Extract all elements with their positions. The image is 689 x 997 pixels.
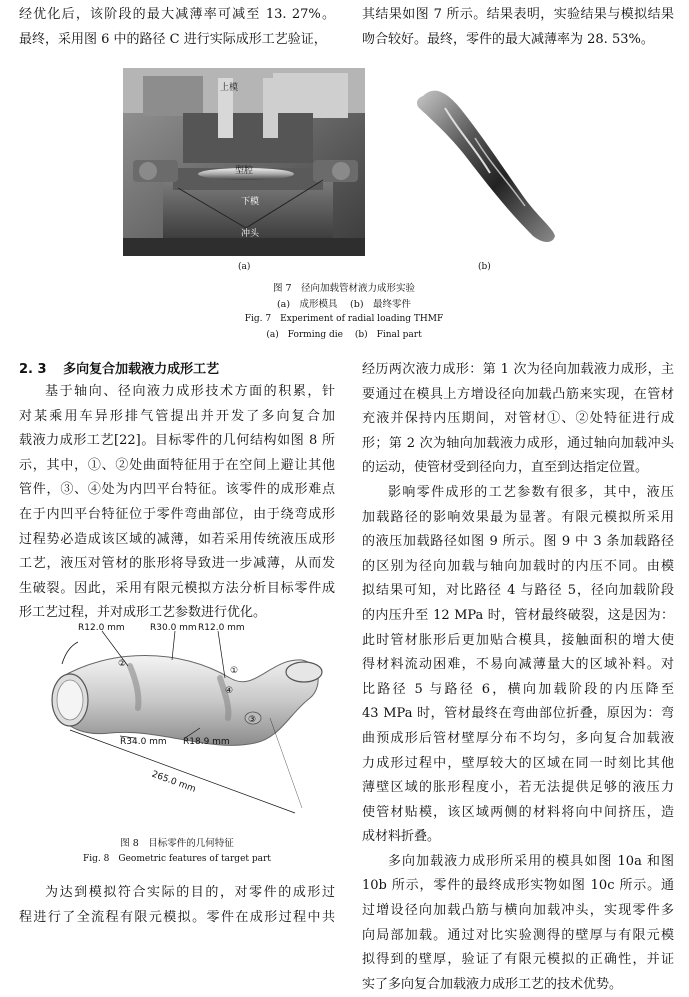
marker-3: ③	[248, 715, 257, 725]
marker-1: ①	[230, 666, 239, 676]
figure7-caption-cn: 图 7 径向加载管材液力成形实验	[272, 283, 416, 294]
punch-label: 冲头	[241, 229, 260, 239]
figure7-final-part	[405, 78, 570, 250]
text-line: 使管材贴模，该区域两侧的材料将向中间挤压，造	[362, 804, 674, 820]
text-line: 的内压升至 12 MPa 时，管材最终破裂，这是因为：	[362, 607, 674, 623]
text-line: 程进行了全流程有限元模拟。零件在成形过程中共	[19, 909, 335, 925]
left-paragraph	[19, 380, 335, 626]
final-part-illustration	[405, 78, 570, 250]
figure7-caption-en: Fig. 7 Experiment of radial loading THMF	[244, 314, 444, 324]
top-right-paragraph	[362, 3, 674, 52]
target-part-drawing	[40, 618, 335, 818]
label-r12-right: R12.0 mm	[198, 623, 245, 633]
text-line: 43 MPa 时，管材最终在弯曲部位折叠，原因为：弯	[362, 706, 674, 722]
text-line: 经优化后，该阶段的最大减薄率可减至 13. 27%。	[19, 7, 335, 22]
text-line: 管件，③、④处为内凹平台特征。该零件的成形难点	[19, 482, 335, 498]
section-number: 2. 3	[19, 362, 47, 377]
text-line: 其结果如图 7 所示。结果表明，实验结果与模拟结果	[362, 7, 674, 22]
text-line: 曲预成形后管材壁厚分布不均匀，多向复合加载液	[362, 730, 674, 746]
figure7-caption-en-sub: (a) Forming die (b) Final part	[266, 329, 422, 340]
marker-2: ②	[118, 659, 127, 669]
section-title: 多向复合加载液力成形工艺	[63, 362, 220, 377]
text-line: 充液并保持内压期间，对管材①、②处特征进行成	[362, 411, 674, 427]
section-heading	[19, 358, 219, 377]
figure7-photo-forming-die	[123, 68, 365, 256]
text-line: 此时管材胀形后更加贴合模具，接触面积的增大使	[362, 632, 674, 648]
text-line: 对某乘用车异形排气管提出并开发了多向复合加	[19, 408, 335, 424]
text-line: 多向加载液力成形所采用的模具如图 10a 和图	[388, 853, 674, 869]
text-line: 加载路径的影响效果最为显著。有限元模拟所采用	[362, 509, 674, 525]
text-line: 过增设径向加载凸筋与横向加载冲头，实现零件多	[362, 903, 674, 919]
text-line: 的液压加载路径如图 9 所示。图 9 中 3 条加载路径	[362, 534, 674, 550]
bottom-left-paragraph	[19, 881, 335, 930]
text-line: 吻合较好。最终，零件的最大减薄率为 28. 53%。	[362, 31, 654, 47]
text-line: 形工艺过程，并对成形工艺参数进行优化。	[19, 605, 267, 621]
figure7-sub-a: (a)	[238, 262, 251, 272]
label-r12-left: R12.0 mm	[78, 623, 125, 633]
upper-die-label: 上模	[220, 83, 239, 93]
text-line: 载液力成形工艺[22]。目标零件的几何结构如图 8 所	[19, 433, 335, 449]
text-line: 的运动，使管材受到径向力，直至到达指定位置。	[362, 460, 649, 476]
figure8-caption-cn: 图 8 目标零件的几何特征	[120, 838, 234, 849]
figure8-caption-en: Fig. 8 Geometric features of target part	[83, 853, 271, 864]
text-line: 工艺，液压对管材的胀形将导致进一步减薄，从而发	[19, 556, 335, 572]
text-line: 得材料流动困难，不易向减薄量大的区域补料。对	[362, 657, 674, 673]
figure7-caption	[19, 281, 669, 343]
text-line: 拟得到的壁厚，验证了有限元模拟的正确性，并证	[362, 952, 674, 968]
text-line: 过程势必造成该区域的减薄，如若采用传统液压成形	[19, 531, 335, 547]
text-line: 要通过在模具上方增设径向加载凸筋来实现，在管材	[362, 386, 674, 402]
marker-4: ④	[225, 686, 234, 696]
figure8-illustration	[40, 618, 335, 818]
text-line: 向局部加载。通过对比实验测得的壁厚与有限元模	[362, 927, 674, 943]
text-line: 力成形过程中，壁厚较大的区域在同一时刻比其他	[362, 755, 674, 771]
text-line: 基于轴向、径向液力成形技术方面的积累，针	[45, 384, 335, 399]
text-line: 10b 所示，零件的最终成形实物如图 10c 所示。通	[362, 878, 674, 894]
text-line: 为达到模拟符合实际的目的，对零件的成形过	[45, 885, 335, 900]
label-r34: R34.0 mm	[120, 737, 167, 747]
figure7-sub-b: (b)	[478, 262, 491, 272]
top-left-paragraph	[19, 3, 335, 52]
text-line: 成材料折叠。	[362, 829, 441, 845]
text-line: 拟结果可知，对比路径 4 与路径 5，径向加载阶段	[362, 583, 674, 599]
text-line: 形；第 2 次为轴向加载液力成形，通过轴向加载冲头	[362, 435, 674, 451]
text-line: 实了多向复合加载液力成形工艺的技术优势。	[362, 976, 623, 992]
text-line: 在于内凹平台特征位于零件弯曲部位，由于绕弯成形	[19, 506, 335, 522]
text-line: 影响零件成形的工艺参数有很多，其中，液压	[388, 484, 674, 500]
right-column	[362, 358, 674, 997]
text-line: 生破裂。因此，采用有限元模拟方法分析目标零件成	[19, 580, 335, 596]
text-line: 最终，采用图 6 中的路径 C 进行实际成形工艺验证，	[19, 31, 327, 47]
text-line: 比路径 5 与路径 6，横向加载阶段的内压降至	[362, 681, 674, 697]
label-length: 265.0 mm	[150, 769, 197, 795]
label-r18: R18.9 mm	[183, 737, 230, 747]
text-line: 示，其中，①、②处曲面特征用于在空间上避让其他	[19, 457, 335, 473]
label-r30: R30.0 mm	[150, 623, 197, 633]
text-line: 经历两次液力成形：第 1 次为径向加载液力成形，主	[362, 362, 674, 377]
cavity-label: 型腔	[235, 166, 254, 176]
text-line: 薄壁区域的胀形程度小，若无法提供足够的液压力	[362, 780, 674, 796]
text-line: 的区别为径向加载与轴向加载时的内压不同。由模	[362, 558, 674, 574]
figure7-caption-cn-sub: (a) 成形模具 (b) 最终零件	[276, 298, 412, 310]
figure8-caption	[19, 836, 335, 867]
lower-die-label: 下模	[241, 197, 260, 207]
